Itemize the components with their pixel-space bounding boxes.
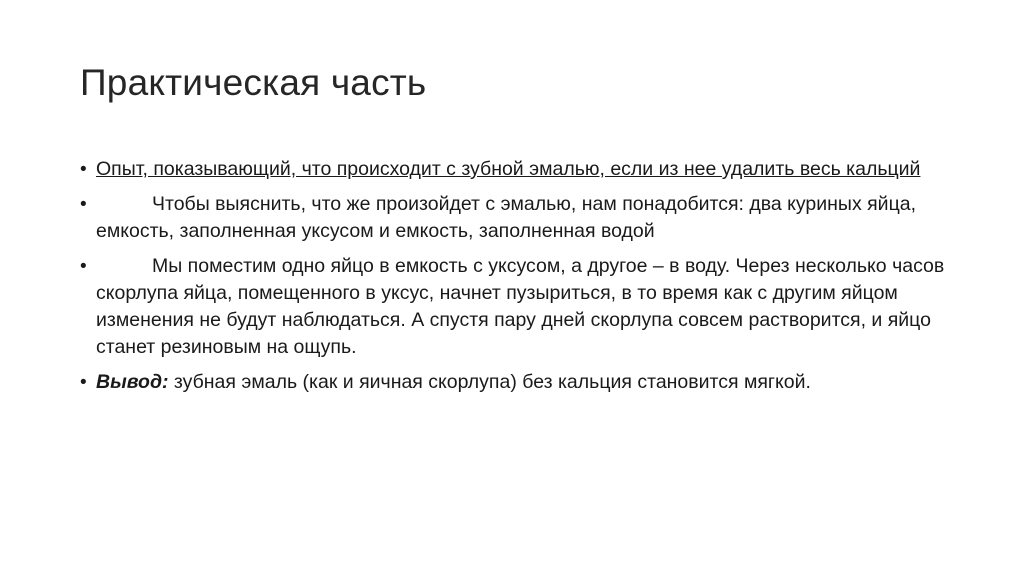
- bullet-item-procedure: [80, 253, 960, 361]
- bullet-item-experiment: [80, 156, 960, 183]
- conclusion-label: Вывод:: [96, 371, 169, 393]
- bullet-text: Мы поместим одно яйцо в емкость с уксусом, а другое – в воду. Через несколько часов скорлупа яйца, помещенного в уксус, начнет пузыриться, в то время как с другим яйцом изменения не будут наблюдаться. А спустя пару дней скорлупа совсем растворится, и яйцо станет резиновым на ощупь.: [96, 255, 945, 358]
- bullet-dot-icon: •: [80, 159, 87, 180]
- bullet-list: [80, 156, 960, 404]
- bullet-dot-icon: •: [80, 256, 87, 277]
- bullet-item-conclusion: [80, 369, 960, 396]
- bullet-dot-icon: •: [80, 372, 87, 393]
- bullet-text: Чтобы выяснить, что же произойдет с эмалью, нам понадобится: два куриных яйца, емкость, заполненная уксусом и емкость, заполненная водой: [96, 193, 916, 242]
- slide-title: Практическая часть: [80, 62, 427, 103]
- bullet-text: Опыт, показывающий, что происходит с зубной эмалью, если из нее удалить весь кальций: [96, 158, 921, 180]
- bullet-item-materials: [80, 191, 960, 245]
- bullet-text: зубная эмаль (как и яичная скорлупа) без кальция становится мягкой.: [168, 371, 811, 393]
- bullet-dot-icon: •: [80, 194, 87, 215]
